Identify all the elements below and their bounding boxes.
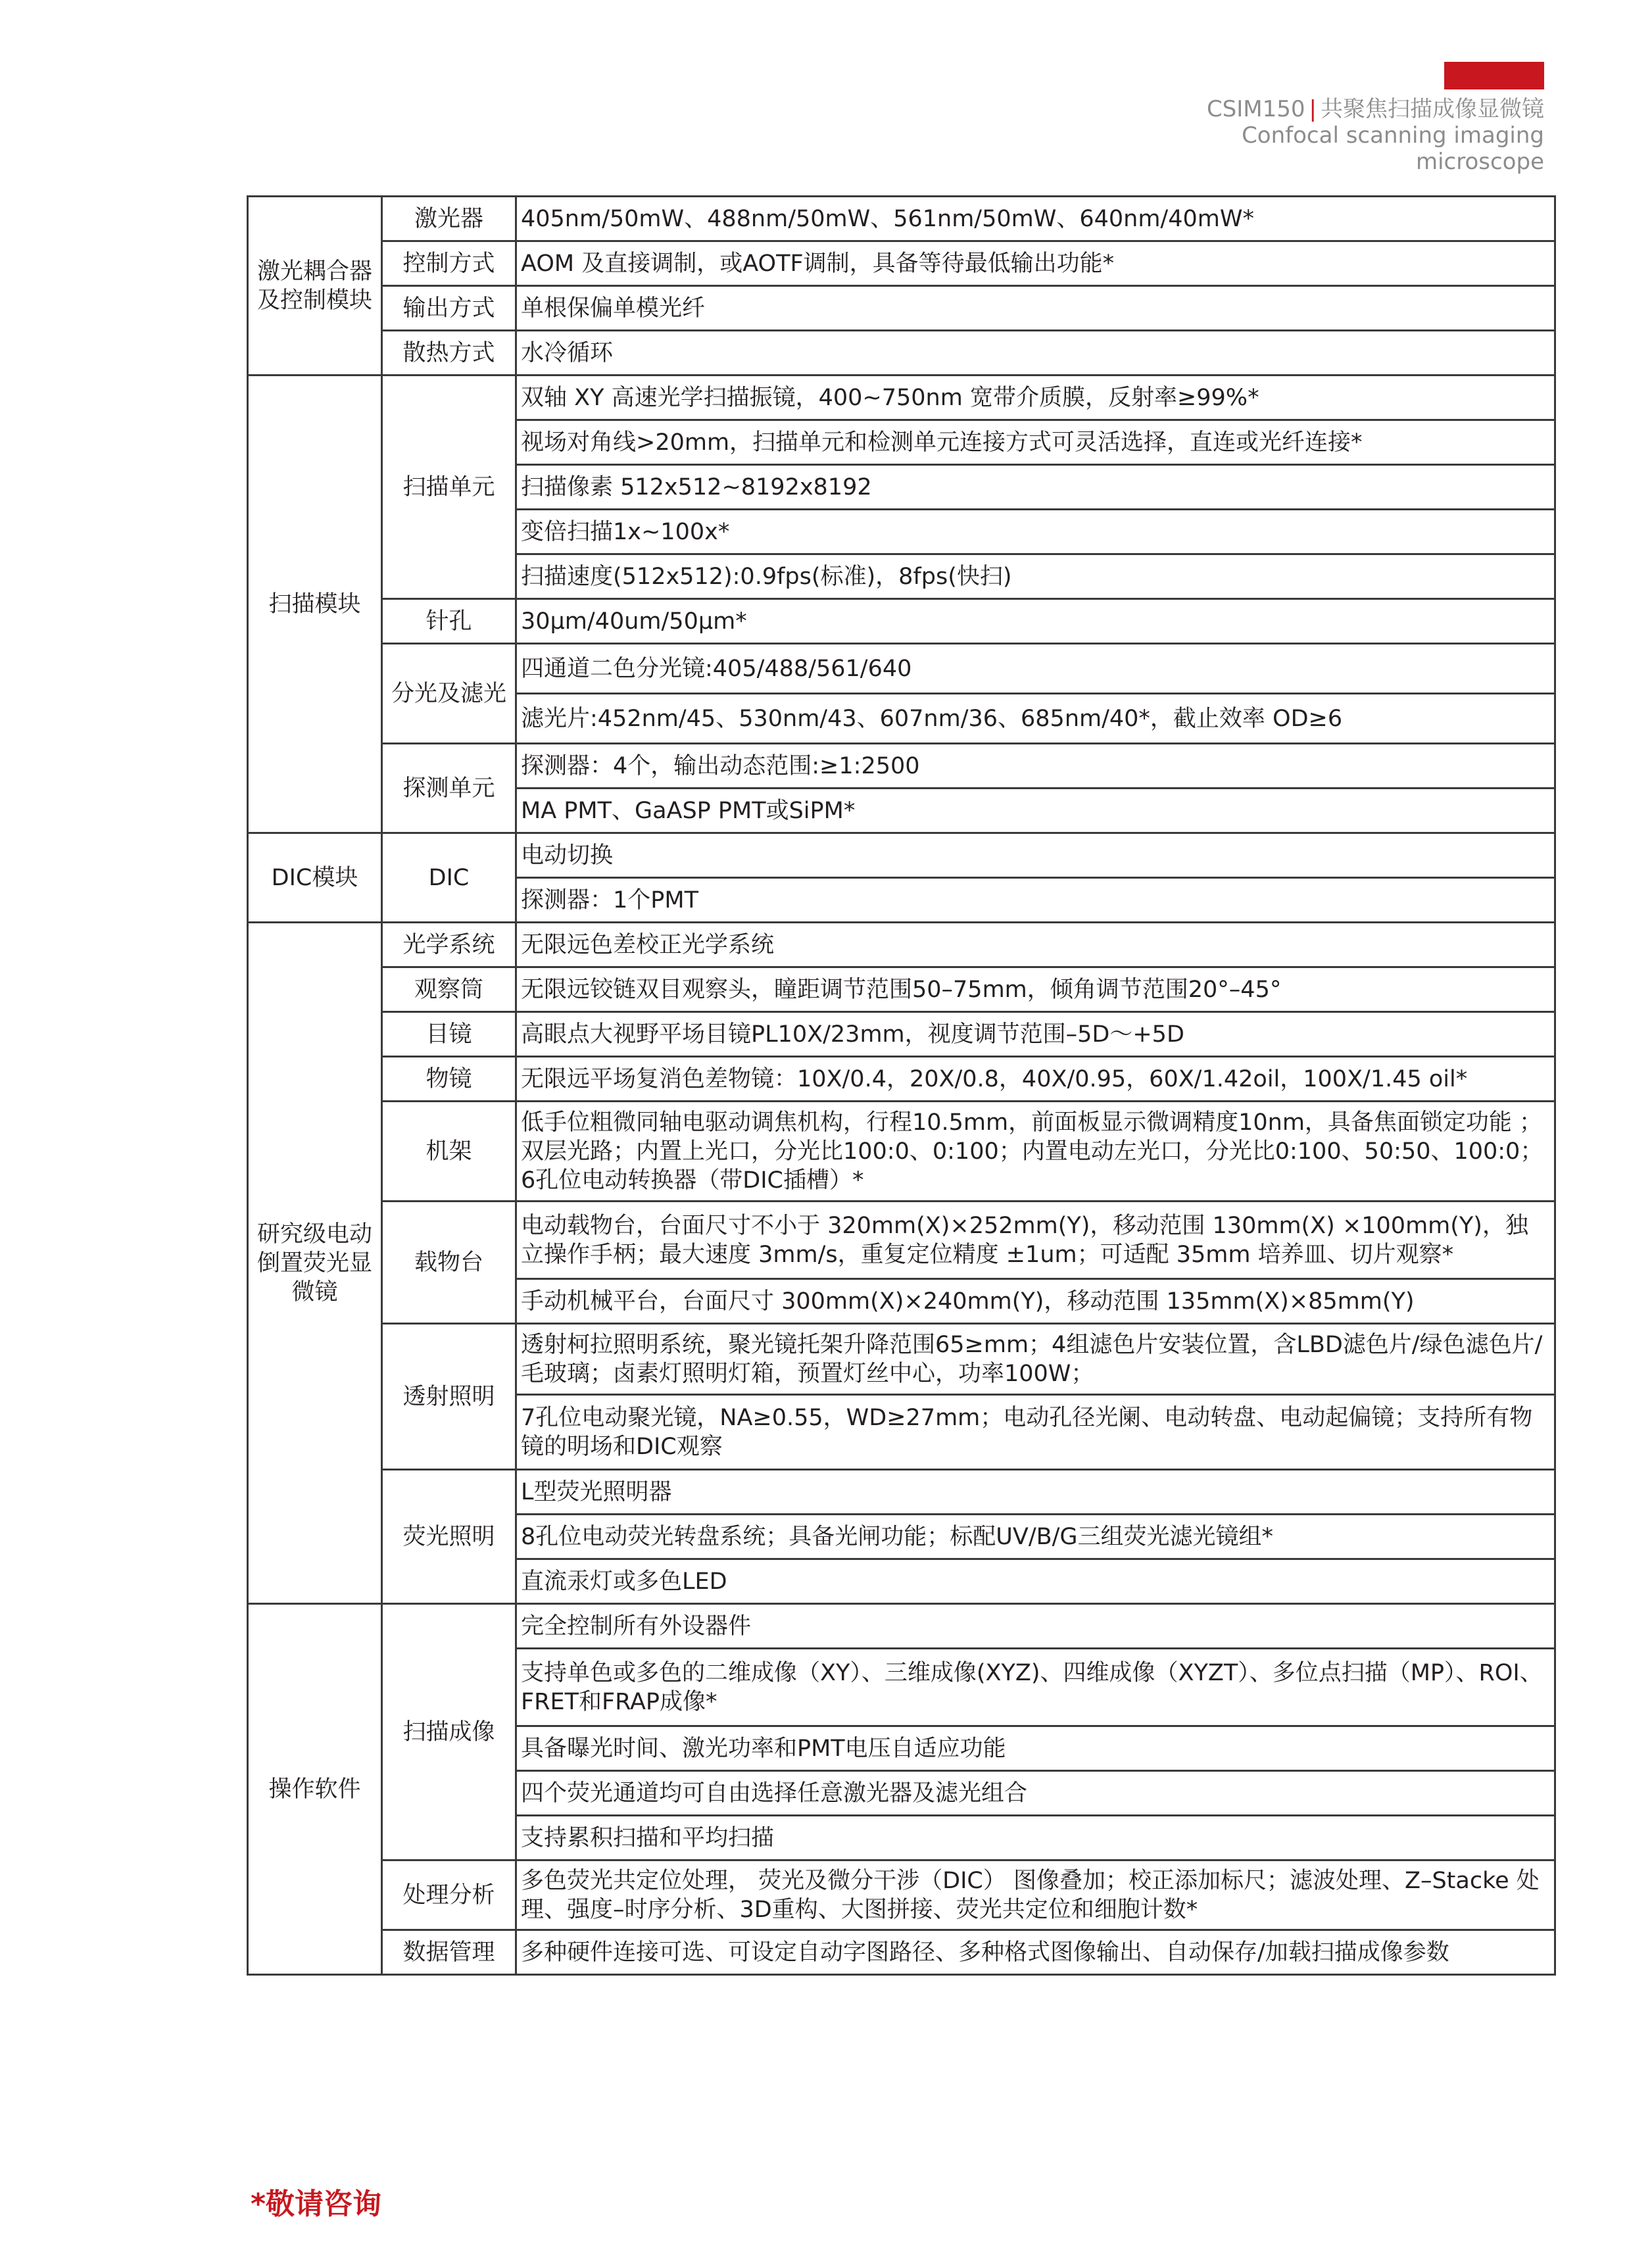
subcategory-cell: 控制方式 xyxy=(382,241,516,286)
table-row xyxy=(248,967,1555,1012)
subcategory-cell: 机架 xyxy=(382,1102,516,1202)
spec-value-cell: 多种硬件连接可选、可设定自动字图路径、多种格式图像输出、自动保存/加载扫描成像参数 xyxy=(516,1930,1555,1975)
spec-value-cell: 单根保偏单模光纤 xyxy=(516,286,1555,331)
spec-value-cell: 7孔位电动聚光镜，NA≥0.55，WD≥27mm；电动孔径光阑、电动转盘、电动起偏镜；支持所有物镜的明场和DIC观察 xyxy=(516,1395,1555,1470)
spec-table-body xyxy=(248,197,1555,1975)
spec-value-cell: 扫描像素 512x512~8192x8192 xyxy=(516,465,1555,510)
table-row xyxy=(248,1930,1555,1975)
spec-value-cell: 高眼点大视野平场目镜PL10X/23mm，视度调节范围–5D～+5D xyxy=(516,1012,1555,1057)
subcategory-cell: 光学系统 xyxy=(382,923,516,967)
table-row xyxy=(248,644,1555,694)
spec-value-cell: 水冷循环 xyxy=(516,331,1555,376)
table-row xyxy=(248,286,1555,331)
subcategory-cell: 观察筒 xyxy=(382,967,516,1012)
subcategory-cell: 输出方式 xyxy=(382,286,516,331)
table-row xyxy=(248,331,1555,376)
subcategory-cell: 载物台 xyxy=(382,1202,516,1324)
spec-value-cell: 30μm/40um/50μm* xyxy=(516,599,1555,644)
spec-value-cell: 405nm/50mW、488nm/50mW、561nm/50mW、640nm/40mW* xyxy=(516,197,1555,241)
subcategory-cell: 针孔 xyxy=(382,599,516,644)
table-row xyxy=(248,197,1555,241)
category-cell: 激光耦合器及控制模块 xyxy=(248,197,382,376)
spec-value-cell: 透射柯拉照明系统，聚光镜托架升降范围65≥mm；4组滤色片安装位置，含LBD滤色片/绿色滤色片/毛玻璃；卤素灯照明灯箱，预置灯丝中心，功率100W； xyxy=(516,1324,1555,1395)
table-row xyxy=(248,599,1555,644)
page-header xyxy=(1207,96,1544,175)
spec-value-cell: 四通道二色分光镜:405/488/561/640 xyxy=(516,644,1555,694)
subcategory-cell: 物镜 xyxy=(382,1057,516,1102)
subcategory-cell: 分光及滤光 xyxy=(382,644,516,744)
spec-value-cell: 电动载物台，台面尺寸不小于 320mm(X)×252mm(Y)，移动范围 130mm(X) ×100mm(Y)，独立操作手柄；最大速度 3mm/s，重复定位精度 ±1um；可适配 35mm 培养皿、切片观察* xyxy=(516,1202,1555,1279)
spec-value-cell: 完全控制所有外设器件 xyxy=(516,1604,1555,1649)
subcategory-cell: DIC xyxy=(382,833,516,923)
subcategory-cell: 目镜 xyxy=(382,1012,516,1057)
category-cell: 操作软件 xyxy=(248,1604,382,1975)
spec-value-cell: 变倍扫描1x~100x* xyxy=(516,510,1555,554)
spec-value-cell: 探测器：1个PMT xyxy=(516,878,1555,923)
spec-value-cell: 扫描速度(512x512):0.9fps(标准)，8fps(快扫) xyxy=(516,554,1555,599)
subcategory-cell: 透射照明 xyxy=(382,1324,516,1470)
header-title-line xyxy=(1207,96,1544,122)
spec-value-cell: 直流汞灯或多色LED xyxy=(516,1559,1555,1604)
table-row xyxy=(248,923,1555,967)
spec-value-cell: 支持单色或多色的二维成像（XY）、三维成像(XYZ)、四维成像（XYZT）、多位点扫描（MP）、ROI、FRET和FRAP成像* xyxy=(516,1649,1555,1726)
subcategory-cell: 散热方式 xyxy=(382,331,516,376)
brand-accent-bar xyxy=(1444,62,1544,89)
spec-value-cell: L型荧光照明器 xyxy=(516,1470,1555,1515)
spec-value-cell: 支持累积扫描和平均扫描 xyxy=(516,1816,1555,1860)
spec-value-cell: 低手位粗微同轴电驱动调焦机构，行程10.5mm，前面板显示微调精度10nm，具备焦面锁定功能 ；双层光路；内置上光口，分光比100:0、0:100；内置电动左光口，分光比0:100、50:50、100:0；6孔位电动转换器（带DIC插槽）* xyxy=(516,1102,1555,1202)
category-cell: DIC模块 xyxy=(248,833,382,923)
spec-value-cell: 无限远铰链双目观察头，瞳距调节范围50–75mm，倾角调节范围20°–45° xyxy=(516,967,1555,1012)
spec-value-cell: AOM 及直接调制，或AOTF调制，具备等待最低输出功能* xyxy=(516,241,1555,286)
table-row xyxy=(248,241,1555,286)
subcategory-cell: 激光器 xyxy=(382,197,516,241)
table-row xyxy=(248,744,1555,789)
spec-value-cell: 手动机械平台，台面尺寸 300mm(X)×240mm(Y)，移动范围 135mm(X)×85mm(Y) xyxy=(516,1279,1555,1324)
spec-value-cell: 滤光片:452nm/45、530nm/43、607nm/36、685nm/40*，截止效率 OD≥6 xyxy=(516,694,1555,744)
product-title-en-1: Confocal scanning imaging xyxy=(1242,122,1544,149)
header-separator: | xyxy=(1309,96,1317,122)
subcategory-cell: 数据管理 xyxy=(382,1930,516,1975)
table-row xyxy=(248,833,1555,878)
table-row xyxy=(248,1604,1555,1649)
subcategory-cell: 荧光照明 xyxy=(382,1470,516,1604)
spec-table xyxy=(247,195,1556,1976)
table-row xyxy=(248,376,1555,420)
category-cell: 研究级电动倒置荧光显微镜 xyxy=(248,923,382,1604)
table-row xyxy=(248,1012,1555,1057)
spec-value-cell: 无限远色差校正光学系统 xyxy=(516,923,1555,967)
spec-value-cell: 具备曝光时间、激光功率和PMT电压自适应功能 xyxy=(516,1726,1555,1771)
product-title-cn: 共聚焦扫描成像显微镜 xyxy=(1321,96,1544,122)
footnote: *敬请咨询 xyxy=(251,2187,382,2221)
spec-value-cell: 四个荧光通道均可自由选择任意激光器及滤光组合 xyxy=(516,1771,1555,1816)
spec-value-cell: 电动切换 xyxy=(516,833,1555,878)
table-row xyxy=(248,1470,1555,1515)
table-row xyxy=(248,1202,1555,1279)
product-title-en-2: microscope xyxy=(1415,149,1544,175)
spec-value-cell: 无限远平场复消色差物镜：10X/0.4，20X/0.8，40X/0.95，60X/1.42oil，100X/1.45 oil* xyxy=(516,1057,1555,1102)
spec-value-cell: 视场对角线>20mm，扫描单元和检测单元连接方式可灵活选择，直连或光纤连接* xyxy=(516,420,1555,465)
category-cell: 扫描模块 xyxy=(248,376,382,833)
table-row xyxy=(248,1324,1555,1395)
spec-value-cell: 8孔位电动荧光转盘系统；具备光闸功能；标配UV/B/G三组荧光滤光镜组* xyxy=(516,1515,1555,1559)
spec-value-cell: 探测器：4个，输出动态范围:≥1:2500 xyxy=(516,744,1555,789)
subcategory-cell: 扫描成像 xyxy=(382,1604,516,1860)
spec-value-cell: 多色荧光共定位处理， 荧光及微分干涉（DIC） 图像叠加；校正添加标尺；滤波处理、Z–Stacke 处理、强度–时序分析、3D重构、大图拼接、荧光共定位和细胞计数* xyxy=(516,1860,1555,1930)
spec-value-cell: 双轴 XY 高速光学扫描振镜，400~750nm 宽带介质膜，反射率≥99%* xyxy=(516,376,1555,420)
subcategory-cell: 处理分析 xyxy=(382,1860,516,1930)
subcategory-cell: 探测单元 xyxy=(382,744,516,833)
table-row xyxy=(248,1057,1555,1102)
spec-value-cell: MA PMT、GaASP PMT或SiPM* xyxy=(516,789,1555,833)
subcategory-cell: 扫描单元 xyxy=(382,376,516,599)
model-name: CSIM150 xyxy=(1206,96,1305,122)
table-row xyxy=(248,1860,1555,1930)
table-row xyxy=(248,1102,1555,1202)
